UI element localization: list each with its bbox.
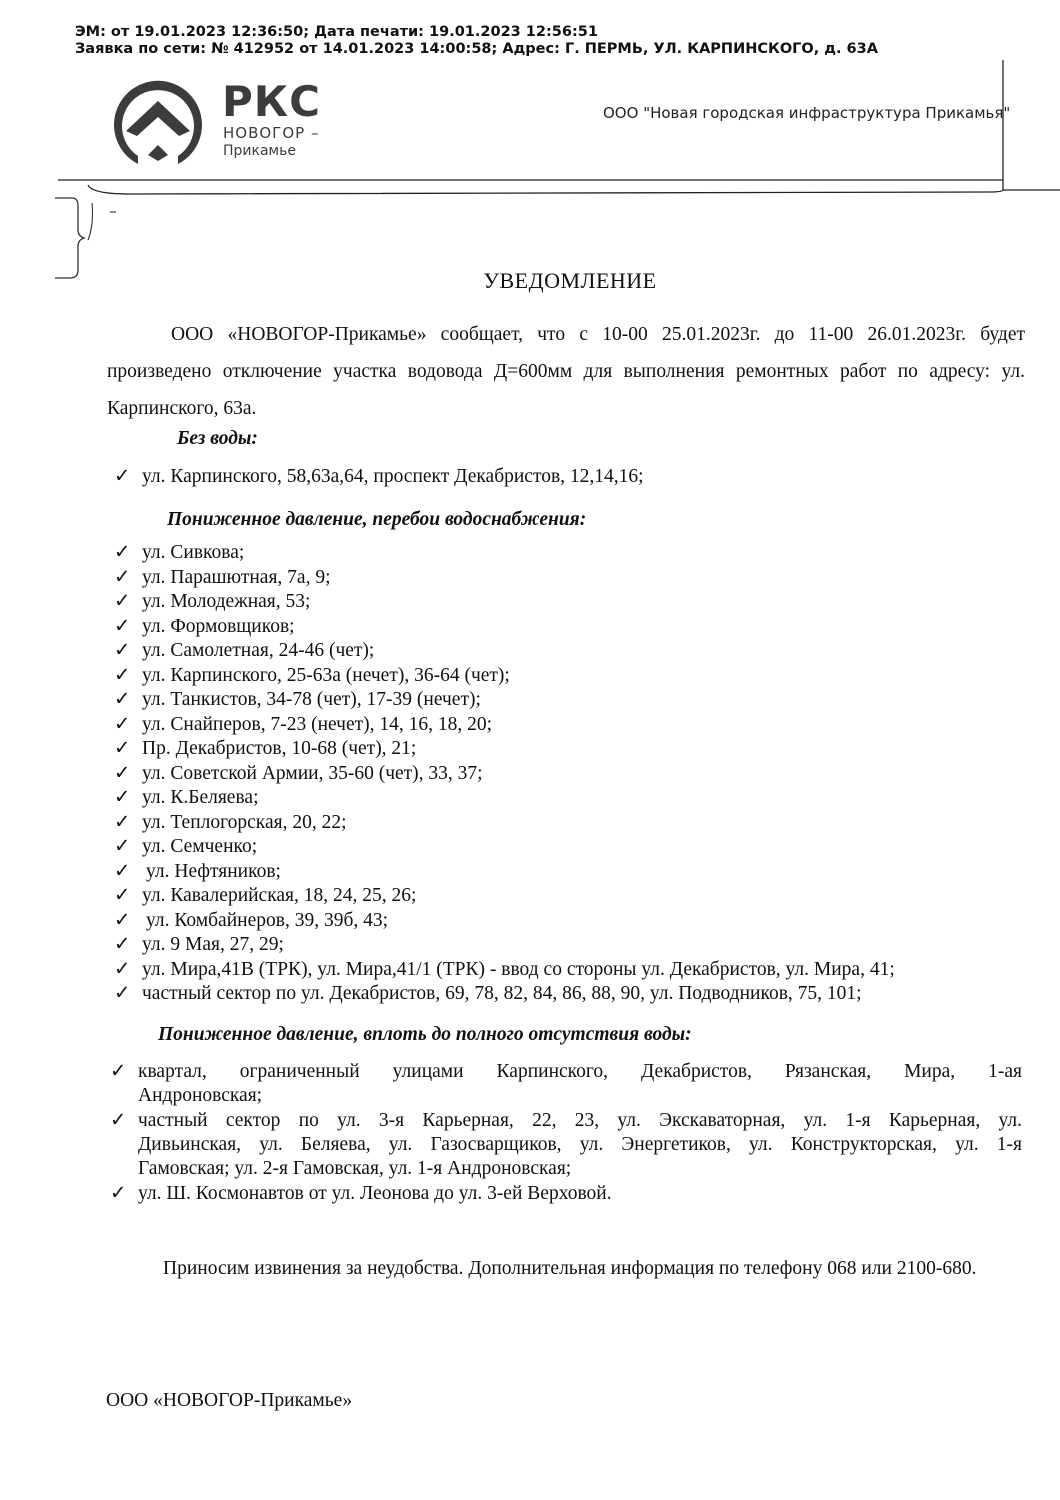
list-item: ✓ ул. Танкистов, 34-78 (чет), 17-39 (нечет); [114, 689, 481, 710]
check-mark-icon: ✓ [114, 812, 131, 833]
list-item: ✓ Пр. Декабристов, 10-68 (чет), 21; [114, 738, 417, 759]
list-item: ✓ ул. Парашютная, 7а, 9; [114, 567, 331, 588]
list-item: ✓ ул. Самолетная, 24-46 (чет); [114, 640, 375, 661]
check-mark-icon: ✓ [114, 714, 131, 735]
check-mark-icon: ✓ [114, 763, 131, 784]
list-item: ✓ ул. К.Беляева; [114, 787, 259, 808]
check-mark-icon: ✓ [114, 959, 131, 980]
list-item: ✓ ул. Советской Армии, 35-60 (чет), 33, 37; [114, 763, 483, 784]
list-item: ✓ ул. 9 Мая, 27, 29; [114, 934, 284, 955]
list-item: ✓ ул. Формовщиков; [114, 616, 295, 637]
check-mark-icon: ✓ [114, 934, 131, 955]
check-mark-icon: ✓ [114, 983, 131, 1004]
notice-title: УВЕДОМЛЕНИЕ [483, 268, 657, 293]
list-item: ✓ ул. Мира,41В (ТРК), ул. Мира,41/1 (ТРК) - ввод со стороны ул. Декабристов, ул. Мира, 41; [114, 959, 895, 980]
list-item: ✓ частный сектор по ул. Декабристов, 69, 78, 82, 84, 86, 88, 90, ул. Подводников, 75, 101; [114, 983, 862, 1004]
check-mark-icon: ✓ [114, 665, 131, 686]
list-item: ✓ ул. Сивкова; [114, 542, 245, 563]
signature: ООО «НОВОГОР-Прикамье» [106, 1390, 353, 1411]
check-mark-icon: ✓ [114, 616, 131, 637]
check-mark-icon: ✓ [114, 836, 131, 857]
list-item: ✓ частный сектор по ул. 3-я Карьерная, 22, 23, ул. Экскаваторная, ул. 1-я Карьерная, ул. Дивьинская, ул. Беляева, ул. Газосварщиков, ул. Энергетиков, ул. Конструкторская, ул. 1-я Гамовская; ул. 2-я Гамовская, ул. 1-я Андроновская; [110, 1110, 1022, 1179]
company-full-name: ООО "Новая городская инфраструктура Прикамья" [603, 104, 1011, 122]
list-item: ✓ ул. Семченко; [114, 836, 258, 857]
check-mark-icon: ✓ [110, 1110, 127, 1131]
check-mark-icon: ✓ [114, 591, 131, 612]
list-item: ✓ ул. Снайперов, 7-23 (нечет), 14, 16, 18, 20; [114, 714, 493, 735]
section-heading-low-pressure: Пониженное давление, перебои водоснабжения: [167, 509, 587, 530]
check-mark-icon: ✓ [114, 689, 131, 710]
list-item: ✓ ул. Кавалерийская, 18, 24, 25, 26; [114, 885, 417, 906]
list-item: ✓ ул. Комбайнеров, 39, 39б, 43; [114, 910, 389, 931]
print-header-line-2: Заявка по сети: № 412952 от 14.01.2023 14:00:58; Адрес: Г. ПЕРМЬ, УЛ. КАРПИНСКОГО, д. 63А [75, 41, 878, 57]
check-mark-icon: ✓ [114, 738, 131, 759]
check-mark-icon: ✓ [114, 910, 131, 931]
section-heading-no-water: Без воды: [177, 428, 258, 449]
list-item: ✓ ул. Карпинского, 25-63а (нечет), 36-64 (чет); [114, 665, 510, 686]
house-arrow-logo-icon [108, 76, 208, 172]
check-mark-icon: ✓ [114, 640, 131, 661]
check-mark-icon: ✓ [114, 885, 131, 906]
list-item: ✓ ул. Ш. Космонавтов от ул. Леонова до ул. 3-ей Верховой. [110, 1183, 612, 1204]
logo-abbreviation: РКС [222, 77, 321, 126]
notice-intro: ООО «НОВОГОР-Прикамье» сообщает, что с 10-00 25.01.2023г. до 11-00 26.01.2023г. будет произведено отключение участка водовода Д=600мм для выполнения ремонтных работ по адресу: ул. Карпинского, 63а. [107, 324, 1025, 419]
check-mark-icon: ✓ [114, 787, 131, 808]
check-mark-icon: ✓ [114, 567, 131, 588]
check-mark-icon: ✓ [114, 542, 131, 563]
print-header-line-1: ЭМ: от 19.01.2023 12:36:50; Дата печати: 19.01.2023 12:56:51 [75, 24, 598, 40]
check-mark-icon: ✓ [114, 466, 131, 487]
list-item: ✓ квартал, ограниченный улицами Карпинского, Декабристов, Рязанская, Мира, 1-ая Андроновская; [110, 1061, 1022, 1106]
list-item: ✓ ул. Нефтяников; [114, 861, 281, 882]
check-mark-icon: ✓ [110, 1183, 127, 1204]
check-mark-icon: ✓ [110, 1061, 127, 1082]
list-item: ✓ ул. Теплогорская, 20, 22; [114, 812, 347, 833]
list-item: ✓ ул. Карпинского, 58,63а,64, проспект Декабристов, 12,14,16; [114, 466, 644, 487]
section-heading-no-water-possible: Пониженное давление, вплоть до полного отсутствия воды: [158, 1024, 692, 1045]
list-item: ✓ ул. Молодежная, 53; [114, 591, 311, 612]
check-mark-icon: ✓ [114, 861, 131, 882]
logo-subtitle-line-2: Прикамье [223, 143, 296, 159]
logo-subtitle-line-1: НОВОГОР – [223, 124, 320, 142]
closing-paragraph: Приносим извинения за неудобства. Дополнительная информация по телефону 068 или 2100-680. [163, 1258, 977, 1279]
